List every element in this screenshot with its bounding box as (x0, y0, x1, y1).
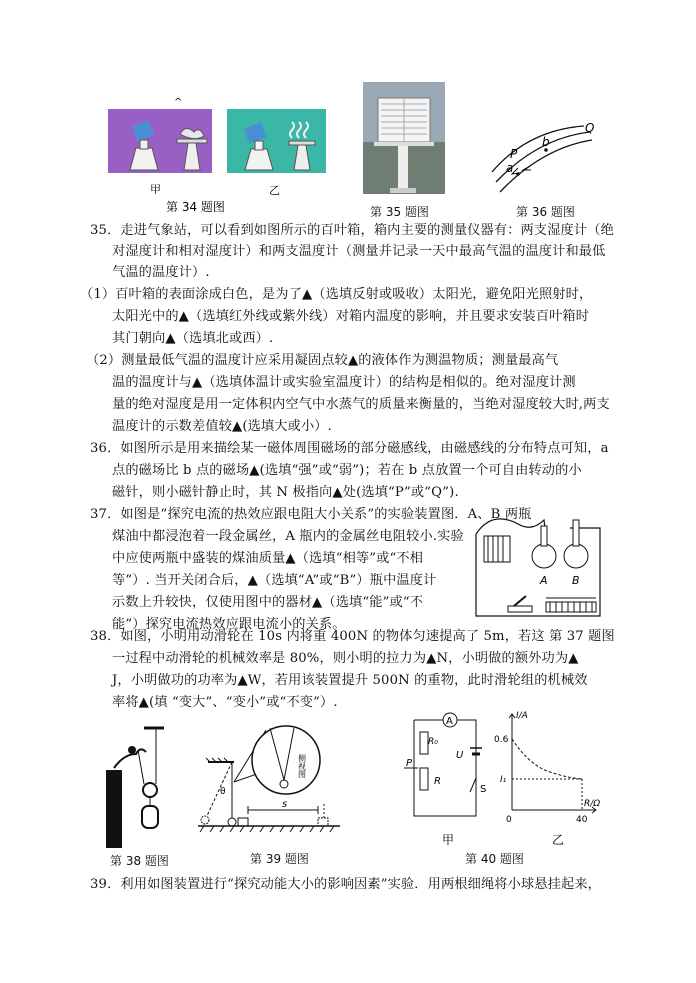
q36-line-1: 36．如图所示是用来描绘某一磁体周围磁场的部分磁感线，由磁感线的分布特点可知，a (90, 441, 609, 456)
figure-34-label-yi: 乙 (269, 184, 280, 197)
q37-line-1: 37．如图是“探究电流的热效应跟电阻大小关系”的实验装置图．A、B 两瓶 (90, 507, 532, 522)
figure-35-photo (360, 82, 446, 222)
q38-line-1: 38．如图，小明用动滑轮在 10s 内将重 400N 的物体匀速提高了 5m，若这 第 37 题图 (90, 629, 615, 644)
figure-38 (100, 720, 186, 850)
figure-34-photos (106, 96, 326, 216)
figure-40-circuit-graph (400, 708, 602, 852)
q35-line-4: （1）百叶箱的表面涂成白色，是为了▲（选填反射或吸收）太阳光，避免阳光照射时， (80, 287, 593, 302)
figure-37-label-a: A (540, 574, 548, 587)
figure-36-label-b: b (542, 135, 550, 149)
figure-40-axis-x: R/Ω (584, 799, 601, 809)
figure-40-axis-y: I/A (516, 711, 528, 721)
figure-36-label-q: Q (585, 121, 595, 135)
figure-36-field-lines (488, 120, 598, 210)
q35-line-8: 温的温度计与▲（选填体温计或实验室温度计）的结构是相似的。绝对湿度计测 (112, 375, 576, 390)
figure-35 (360, 82, 446, 222)
figure-37-circuit (472, 506, 604, 626)
figure-36-label-p: P (510, 147, 518, 161)
q36-line-2: 点的磁场比 b 点的磁场▲(选填“强”或“弱”)；若在 b 点放置一个可自由转动的小 (112, 463, 582, 478)
figure-40-label-u: U (456, 750, 464, 761)
figure-39-side-view: 侧视图 (297, 754, 307, 778)
q37-line-6: 能”）探究电流热效应跟电流小的关系。 (112, 617, 346, 632)
q37-line-2: 煤油中都浸泡着一段金属丝，A 瓶内的金属丝电阻较小.实验 (112, 529, 464, 544)
figure-36-label-a: a (506, 161, 514, 175)
figure-40-label-r0: R₀ (428, 737, 438, 747)
figure-40-tick-06: 0.6 (494, 735, 509, 745)
figure-40-caption: 第 40 题图 (465, 852, 524, 866)
figure-40-label-s: S (480, 784, 487, 795)
figure-34-caption: 第 34 题图 (166, 200, 225, 214)
figure-35-caption: 第 35 题图 (370, 205, 429, 219)
figure-36 (488, 120, 598, 210)
figure-40-tick-40: 40 (576, 815, 588, 825)
figure-37 (472, 506, 604, 626)
figure-40-label-r: R (434, 776, 441, 787)
q37-line-4: 等”）. 当开关闭合后，▲（选填“A”或“B”）瓶中温度计 (112, 573, 437, 588)
figure-39-caption: 第 39 题图 (250, 852, 309, 866)
q35-line-7: （2）测量最低气温的温度计应采用凝固点较▲的液体作为测温物质；测量最高气 (86, 353, 559, 368)
figure-36-caption: 第 36 题图 (516, 205, 575, 219)
figure-40 (400, 708, 602, 852)
q35-line-1: 35．走进气象站，可以看到如图所示的百叶箱，箱内主要的测量仪器有：两支湿度计（绝 (90, 223, 614, 238)
figure-39-label-theta: θ (220, 787, 226, 797)
q38-line-2: 一过程中动滑轮的机械效率是 80%，则小明的拉力为▲N，小明做的额外功为▲ (112, 651, 579, 666)
figure-39-pendulum (194, 716, 344, 848)
figure-38-pulley (100, 720, 186, 850)
figure-34-label-jia: 甲 (150, 183, 161, 196)
svg-text:^: ^ (174, 97, 183, 108)
q37-line-3: 中应使两瓶中盛装的煤油质量▲（选填“相等”或“不相 (112, 551, 424, 566)
q38-line-3: J，小明做功的功率为▲W，若用该装置提升 500N 的重物，此时滑轮组的机械效 (112, 673, 588, 688)
figure-37-label-b: B (572, 574, 580, 587)
figure-40-label-jia: 甲 (442, 833, 455, 847)
figure-40-label-p: P (406, 758, 413, 769)
figure-38-caption: 第 38 题图 (110, 854, 169, 868)
q35-line-10: 温度计的示数差值较▲(选填大或小）. (112, 419, 332, 434)
figure-39-label-s: s (282, 799, 288, 810)
q35-line-6: 其门朝向▲（选填北或西）. (112, 331, 274, 346)
q36-line-3: 磁针，则小磁针静止时，其 N 极指向▲处(选填“P”或“Q”). (112, 485, 459, 500)
q38-line-4: 率将▲(填 “变大”、“变小”或“不变”）. (112, 695, 338, 710)
q39-line-1: 39．利用如图装置进行“探究动能大小的影响因素”实验．用两根细绳将小球悬挂起来， (90, 877, 602, 892)
figure-40-tick-0: 0 (506, 815, 512, 825)
figure-40-label-yi: 乙 (552, 833, 565, 847)
q35-line-3: 气温的温度计）. (112, 265, 210, 280)
figure-40-tick-i1: I₁ (500, 775, 507, 785)
q37-line-5: 示数上升较快，仅使用图中的器材▲（选填“能”或“不 (112, 595, 424, 610)
q35-line-2: 对湿度计和相对湿度计）和两支温度计（测量并记录一天中最高气温的温度计和最低 (112, 244, 606, 259)
q35-line-9: 量的绝对湿度是用一定体积内空气中水蒸气的质量来衡量的，当绝对湿度较大时,两支 (112, 397, 610, 412)
figure-40-label-a: A (446, 716, 453, 727)
figure-39 (194, 716, 344, 848)
q35-line-5: 太阳光中的▲（选填红外线或紫外线）对箱内温度的影响，并且要求安装百叶箱时 (112, 309, 590, 324)
figure-34 (106, 96, 326, 216)
